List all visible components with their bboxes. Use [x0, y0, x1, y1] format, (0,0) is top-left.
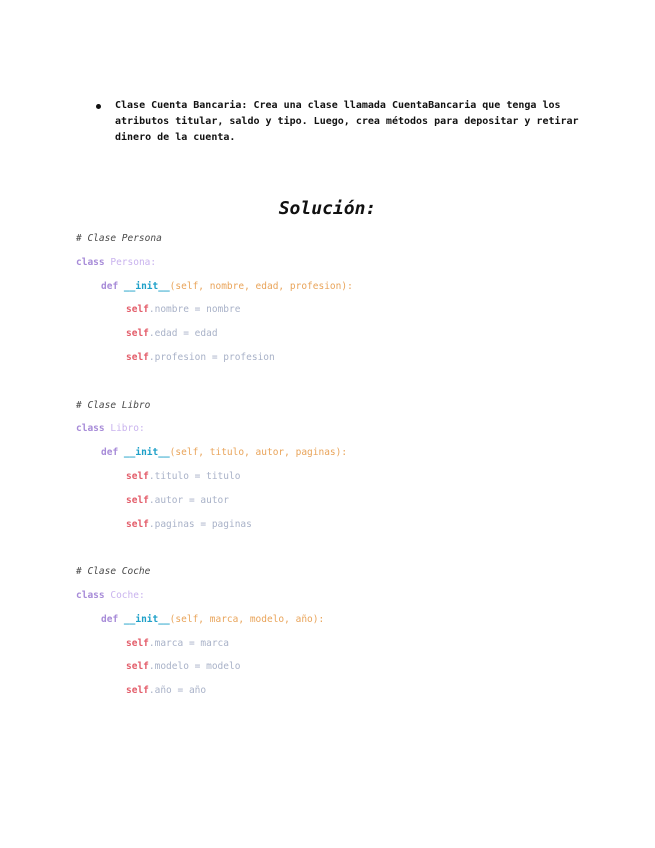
param: self: [175, 280, 199, 292]
open-paren: (: [169, 613, 176, 625]
class-keyword: class: [76, 589, 105, 601]
def-keyword: def: [101, 447, 119, 459]
code-listing: [76, 231, 353, 707]
param: titulo: [209, 447, 245, 459]
param: modelo: [249, 613, 285, 625]
class-line: [76, 255, 353, 279]
param: profesion: [289, 280, 342, 292]
param: self: [175, 613, 199, 625]
open-paren: (: [169, 280, 176, 292]
solution-title: Solución:: [278, 198, 377, 219]
close-paren: ):: [335, 447, 348, 459]
class-keyword: class: [76, 256, 105, 268]
param: marca: [209, 613, 239, 625]
param: paginas: [295, 447, 336, 459]
class-name: Libro:: [110, 423, 145, 435]
class-keyword: class: [76, 423, 105, 435]
class-line: [76, 421, 353, 445]
code-comment: [76, 231, 353, 255]
blank-line: [76, 540, 353, 564]
def-line: def __init__(self, marca, modelo, año):: [101, 613, 325, 625]
param: self: [175, 447, 199, 459]
bullet-dot-icon: [96, 104, 101, 109]
assignment-line: self.marca = marca: [126, 637, 229, 649]
class-name: Coche:: [110, 589, 145, 601]
assignment-line: self.autor = autor: [126, 494, 229, 506]
assignment-line: self.año = año: [126, 685, 207, 697]
comment-text: # Clase Libro: [76, 399, 151, 411]
init-name: __init__: [123, 447, 170, 459]
close-paren: ):: [312, 613, 325, 625]
code-comment: [76, 398, 353, 422]
def-line: def __init__(self, nombre, edad, profesion):: [101, 280, 353, 292]
def-keyword: def: [101, 280, 119, 292]
assignment-line: self.paginas = paginas: [126, 518, 252, 530]
def-line: def __init__(self, titulo, autor, paginas):: [101, 447, 348, 459]
init-name: __init__: [123, 613, 170, 625]
param: edad: [255, 280, 279, 292]
param: autor: [255, 447, 285, 459]
open-paren: (: [169, 447, 176, 459]
close-paren: ):: [341, 280, 353, 292]
exercise-bullet: [96, 98, 596, 146]
code-comment: [76, 564, 353, 588]
assignment-line: self.titulo = titulo: [126, 470, 241, 482]
comment-text: # Clase Coche: [76, 566, 151, 578]
comment-text: # Clase Persona: [76, 233, 162, 244]
def-keyword: def: [101, 613, 119, 625]
assignment-line: self.edad = edad: [126, 328, 218, 340]
assignment-line: self.profesion = profesion: [126, 351, 275, 363]
class-name: Persona:: [110, 256, 157, 268]
assignment-line: self.nombre = nombre: [126, 304, 241, 316]
blank-line: [76, 374, 353, 398]
exercise-text: Clase Cuenta Bancaria: Crea una clase llamada CuentaBancaria que tenga los atributos titular, saldo y tipo. Luego, crea métodos para depositar y retirar dinero de la cuenta.: [115, 100, 579, 143]
param: nombre: [209, 280, 245, 292]
assignment-line: self.modelo = modelo: [126, 661, 241, 673]
param: año: [295, 613, 313, 625]
init-name: __init__: [123, 280, 170, 292]
class-line: [76, 588, 353, 612]
